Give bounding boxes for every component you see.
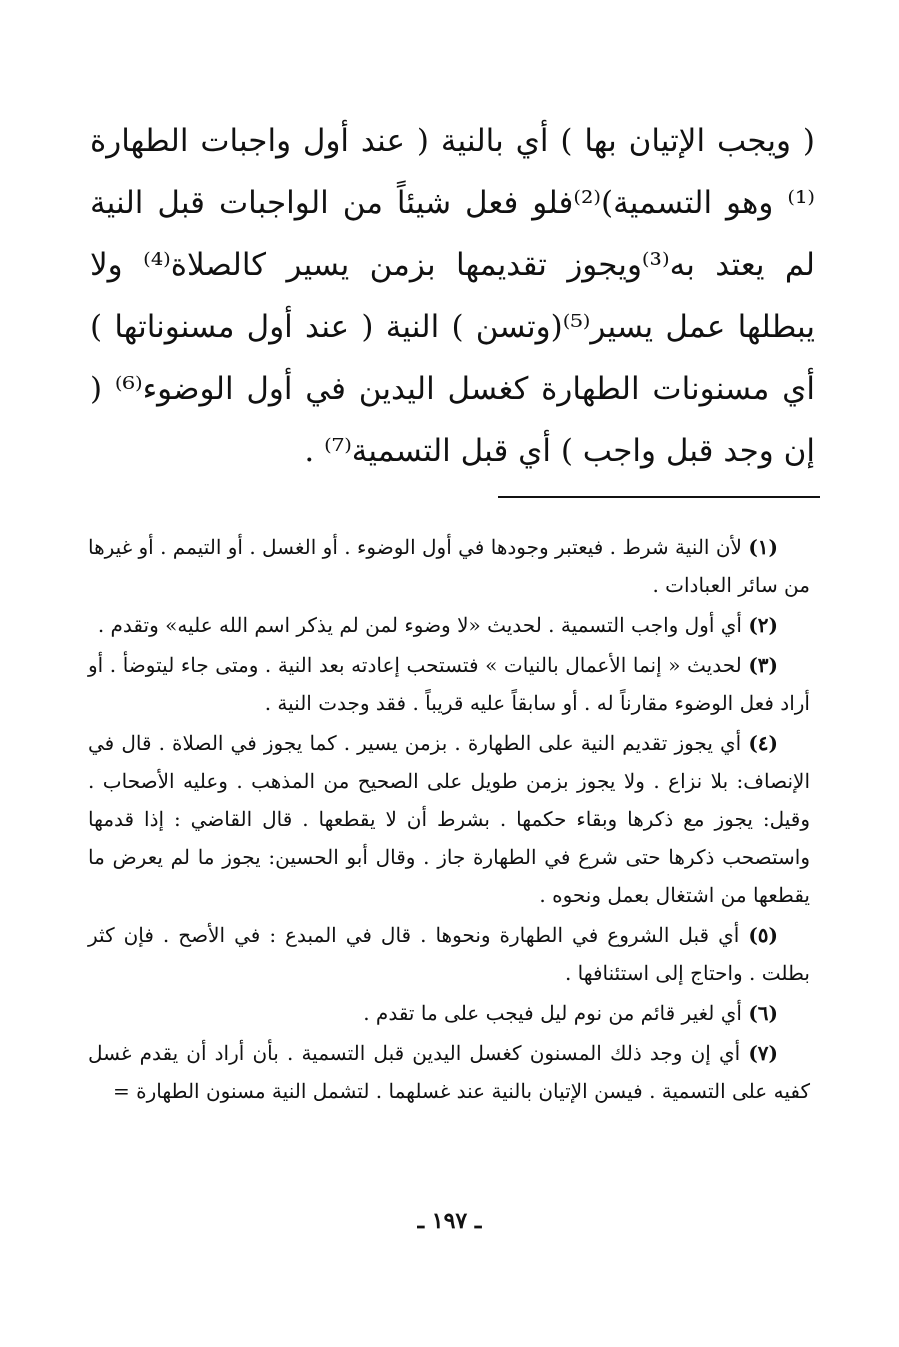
footnote-text: أي أول واجب التسمية . لحديث «لا وضوء لمن لم يذكر اسم الله عليه» وتقدم . — [97, 613, 742, 637]
footnote-number: (٥) — [748, 923, 778, 947]
footnotes-section — [88, 528, 810, 1112]
footnote-2 — [88, 606, 810, 644]
footnote-number: (١) — [748, 535, 778, 559]
footnote-number: (٦) — [748, 1001, 778, 1025]
footnote-number: (٢) — [748, 613, 778, 637]
footnote-text: أي يجوز تقديم النية على الطهارة . بزمن يسير . كما يجوز في الصلاة . قال في الإنصاف: بلا نزاع . ولا يجوز بزمن طويل على الصحيح من المذهب . وعليه الأصحاب . وقيل: يجوز مع ذكرها وبقاء حكمها . بشرط أن لا يقطعها . قال القاضي : إذا قدمها واستصحب ذكرها حتى شرع في الطهارة جاز . وقال أبو الحسين: يجوز ما لم يعرض ما يقطعها من اشتغال بعمل ونحوه . — [88, 731, 810, 907]
footnote-6 — [88, 994, 810, 1032]
footnote-1 — [88, 528, 810, 604]
footnote-3 — [88, 646, 810, 722]
footnote-4 — [88, 724, 810, 914]
page-number: ـ ١٩٧ ـ — [417, 1208, 482, 1234]
footnote-text: أي قبل الشروع في الطهارة ونحوها . قال في المبدع : في الأصح . فإن كثر بطلت . واحتاج إلى استئنافها . — [88, 923, 810, 985]
main-text-block — [90, 110, 815, 482]
footnote-text: أي لغير قائم من نوم ليل فيجب على ما تقدم . — [363, 1001, 742, 1025]
footnote-divider — [498, 496, 820, 498]
footnote-number: (٧) — [748, 1041, 778, 1065]
footnote-text: لحديث « إنما الأعمال بالنيات » فتستحب إعادته بعد النية . ومتى جاء ليتوضأ . أو أراد فعل الوضوء مقارناً له . أو سابقاً عليه قريباً . فقد وجدت النية . — [88, 653, 810, 715]
footnote-number: (٤) — [748, 731, 779, 755]
footnote-text: لأن النية شرط . فيعتبر وجودها في أول الوضوء . أو الغسل . أو التيمم . أو غيرها من سائر العبادات . — [87, 535, 810, 597]
main-paragraph: ( ويجب الإتيان بها ) أي بالنية ( عند أول واجبات الطهارة ⁽¹⁾ وهو التسمية)⁽²⁾فلو فعل شيئاً من الواجبات قبل النية لم يعتد به⁽³⁾ويجوز تقديمها بزمن يسير كالصلاة⁽⁴⁾ ولا يبطلها عمل يسير⁽⁵⁾(وتسن ) النية ( عند أول مسنوناتها ) أي مسنونات الطهارة كغسل اليدين في أول الوضوء⁽⁶⁾ ( إن وجد قبل واجب ) أي قبل التسمية⁽⁷⁾ . — [90, 123, 816, 469]
footnote-number: (٣) — [748, 653, 779, 677]
footnote-text: أي إن وجد ذلك المسنون كغسل اليدين قبل التسمية . بأن أراد أن يقدم غسل كفيه على التسمية . فيسن الإتيان بالنية عند غسلهما . لتشمل النية مسنون الطهارة = — [88, 1041, 810, 1103]
footnote-7 — [88, 1034, 810, 1110]
footnote-5 — [88, 916, 810, 992]
